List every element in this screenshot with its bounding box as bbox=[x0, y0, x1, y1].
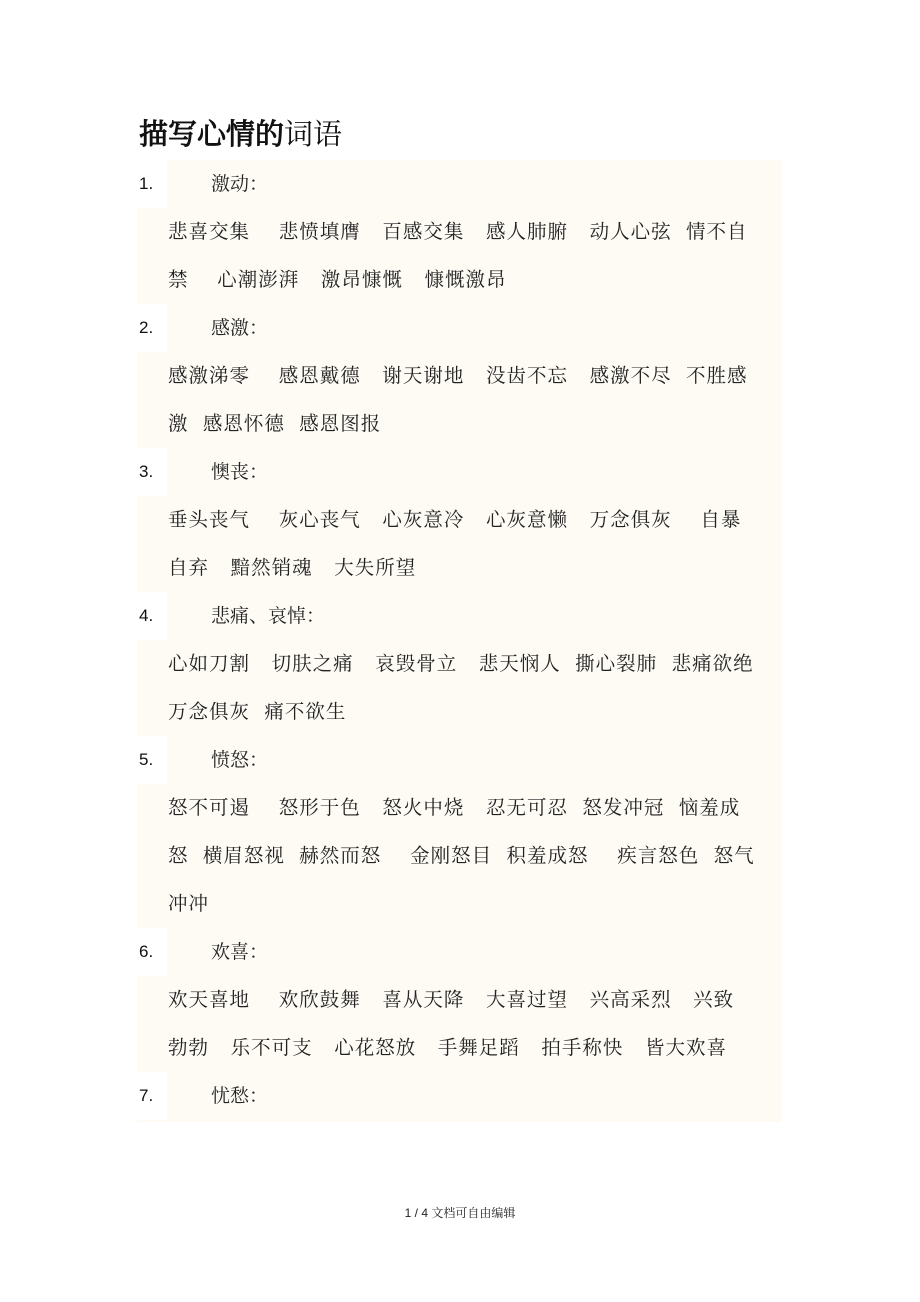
section-heading bbox=[137, 736, 782, 784]
word-line: 怒不可遏 怒形于色 怒火中烧 忍无可忍 怒发冲冠 恼羞成 bbox=[168, 796, 741, 819]
word-line: 激 感恩怀德 感恩图报 bbox=[168, 412, 382, 435]
word-line: 禁 心潮澎湃 激昂慷慨 慷慨激昂 bbox=[168, 268, 507, 291]
page-title bbox=[139, 112, 342, 156]
section-number: 5. bbox=[139, 750, 154, 769]
section-heading bbox=[137, 928, 782, 976]
section-category: 懊丧： bbox=[211, 461, 269, 483]
section-words bbox=[137, 352, 751, 448]
word-line: 心如刀割 切肤之痛 哀毁骨立 悲天悯人 撕心裂肺 悲痛欲绝 bbox=[168, 652, 754, 675]
section-number: 1. bbox=[139, 174, 154, 193]
word-line: 万念俱灰 痛不欲生 bbox=[168, 700, 347, 723]
title-bold-part: 描写心情的 bbox=[139, 117, 285, 151]
section-heading bbox=[137, 304, 782, 352]
word-line: 悲喜交集 悲愤填膺 百感交集 感人肺腑 动人心弦 情不自 bbox=[168, 220, 748, 243]
section-words bbox=[137, 640, 754, 736]
word-line: 欢天喜地 欢欣鼓舞 喜从天降 大喜过望 兴高采烈 兴致 bbox=[168, 988, 735, 1011]
word-line: 怒 横眉怒视 赫然而怒 金刚怒目 积羞成怒 疾言怒色 怒气 bbox=[168, 844, 755, 867]
section-6 bbox=[137, 928, 782, 1072]
section-category: 愤怒： bbox=[211, 749, 269, 771]
section-words bbox=[137, 208, 751, 304]
section-heading bbox=[137, 448, 782, 496]
page-footer: 1 / 4 文档可自由编辑 bbox=[404, 1206, 516, 1220]
word-line: 感激涕零 感恩戴德 谢天谢地 没齿不忘 感激不尽 不胜感 bbox=[168, 364, 748, 387]
section-number: 4. bbox=[139, 606, 154, 625]
section-1 bbox=[137, 160, 782, 304]
word-line: 冲冲 bbox=[168, 892, 210, 915]
section-category: 激动： bbox=[211, 173, 269, 195]
section-category: 忧愁： bbox=[211, 1085, 269, 1107]
section-words bbox=[137, 784, 755, 928]
section-2 bbox=[137, 304, 782, 448]
section-4 bbox=[137, 592, 782, 736]
section-category: 欢喜： bbox=[211, 941, 269, 963]
title-normal-part: 词语 bbox=[284, 117, 343, 151]
section-5 bbox=[137, 736, 782, 928]
word-line: 垂头丧气 灰心丧气 心灰意冷 心灰意懒 万念俱灰 自暴 bbox=[168, 508, 742, 531]
section-words bbox=[137, 976, 751, 1072]
word-list bbox=[137, 160, 782, 1122]
section-heading bbox=[137, 160, 782, 208]
section-7 bbox=[137, 1072, 782, 1120]
section-heading bbox=[137, 1072, 782, 1120]
word-line: 自弃 黯然销魂 大失所望 bbox=[168, 556, 417, 579]
section-category: 感激： bbox=[211, 317, 269, 339]
word-line: 勃勃 乐不可支 心花怒放 手舞足蹈 拍手称快 皆大欢喜 bbox=[168, 1036, 727, 1059]
section-number: 3. bbox=[139, 462, 154, 481]
section-number: 2. bbox=[139, 318, 154, 337]
section-number: 6. bbox=[139, 942, 154, 961]
section-heading bbox=[137, 592, 782, 640]
section-words bbox=[137, 496, 751, 592]
section-number: 7. bbox=[139, 1086, 154, 1105]
section-category: 悲痛、哀悼： bbox=[211, 605, 326, 627]
section-3 bbox=[137, 448, 782, 592]
